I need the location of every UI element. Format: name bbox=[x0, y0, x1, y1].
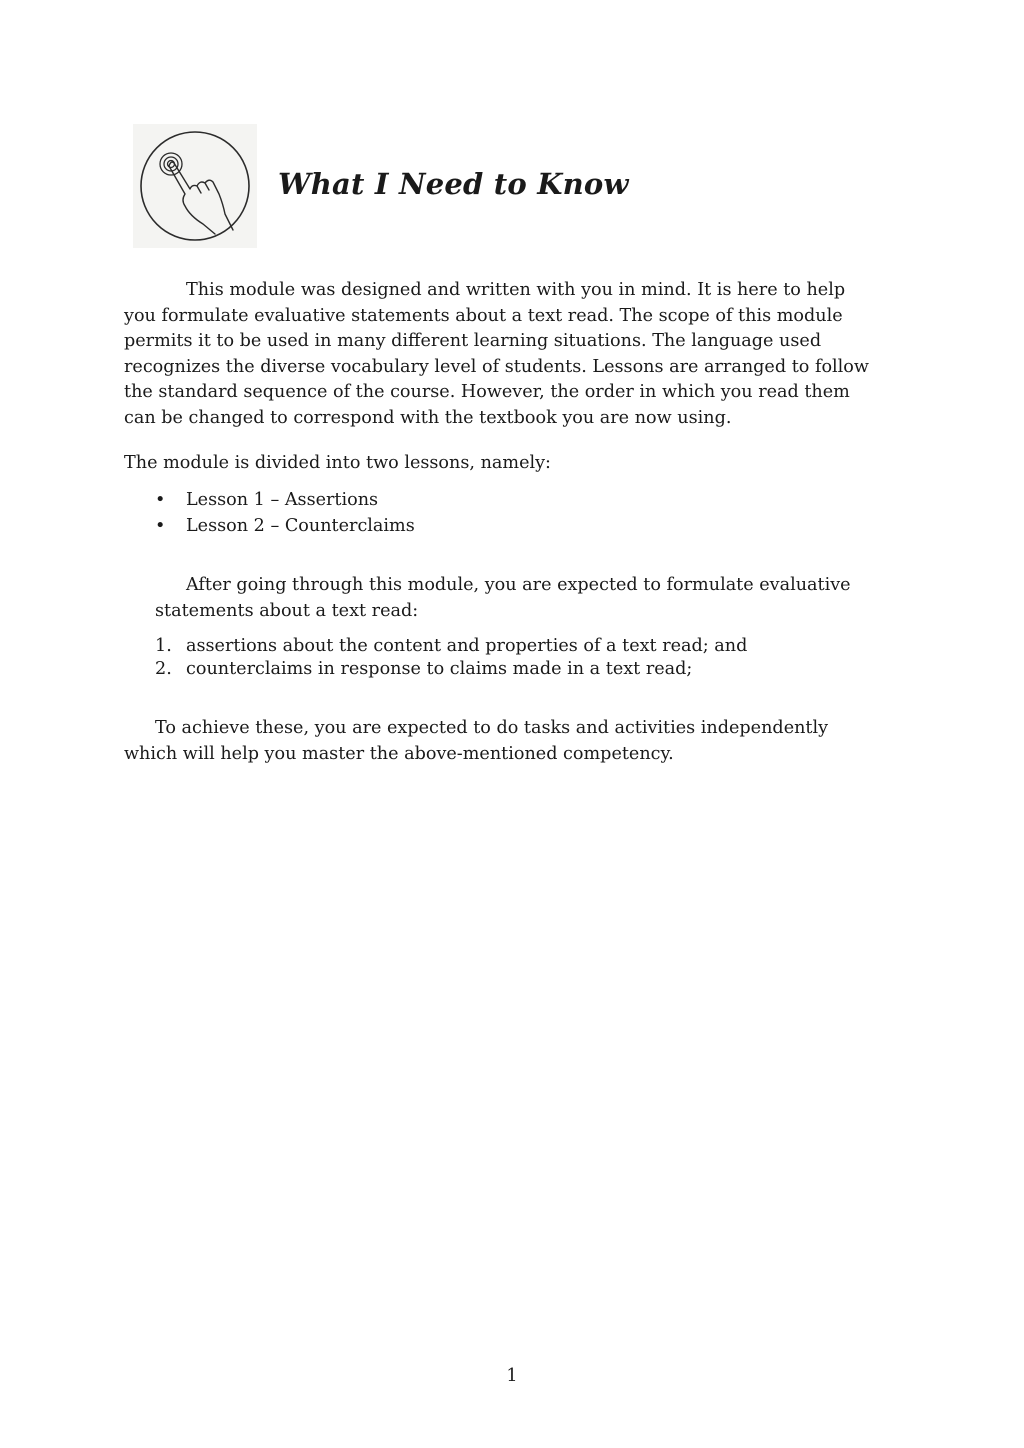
intro-line: can be changed to correspond with the textbook you are now using. bbox=[124, 407, 732, 428]
objective-text: assertions about the content and properties of a text read; and bbox=[186, 636, 748, 656]
closing-paragraph bbox=[124, 716, 894, 767]
pointing-hand-icon bbox=[133, 124, 257, 248]
bullet-icon: • bbox=[155, 516, 166, 536]
lessons-intro: The module is divided into two lessons, namely: bbox=[124, 453, 551, 473]
lesson-item-label: Lesson 2 – Counterclaims bbox=[186, 516, 415, 536]
closing-line: To achieve these, you are expected to do tasks and activities independently bbox=[155, 718, 829, 738]
closing-line: which will help you master the above-mentioned competency. bbox=[124, 743, 674, 764]
objectives-list bbox=[155, 634, 747, 680]
intro-line: This module was designed and written with you in mind. It is here to help bbox=[186, 280, 846, 300]
section-title: What I Need to Know bbox=[278, 167, 629, 201]
intro-line: recognizes the diverse vocabulary level of students. Lessons are arranged to follow bbox=[124, 356, 869, 377]
list-item bbox=[155, 657, 747, 680]
objectives-intro bbox=[155, 573, 895, 624]
list-item bbox=[155, 634, 747, 657]
objectives-line: statements about a text read: bbox=[155, 600, 419, 621]
intro-line: you formulate evaluative statements about a text read. The scope of this module bbox=[124, 305, 843, 326]
item-number: 1. bbox=[155, 636, 172, 656]
lessons-list bbox=[124, 488, 415, 540]
intro-paragraph bbox=[124, 278, 894, 431]
objectives-line: After going through this module, you are expected to formulate evaluative bbox=[186, 575, 851, 595]
page-number: 1 bbox=[506, 1366, 518, 1386]
lesson-item-label: Lesson 1 – Assertions bbox=[186, 490, 379, 510]
intro-line: permits it to be used in many different learning situations. The language used bbox=[124, 331, 822, 351]
list-item bbox=[124, 488, 415, 514]
bullet-icon: • bbox=[155, 490, 166, 510]
objective-text: counterclaims in response to claims made in a text read; bbox=[186, 659, 693, 679]
list-item bbox=[124, 514, 415, 540]
intro-line: the standard sequence of the course. However, the order in which you read them bbox=[124, 382, 850, 402]
item-number: 2. bbox=[155, 659, 172, 679]
